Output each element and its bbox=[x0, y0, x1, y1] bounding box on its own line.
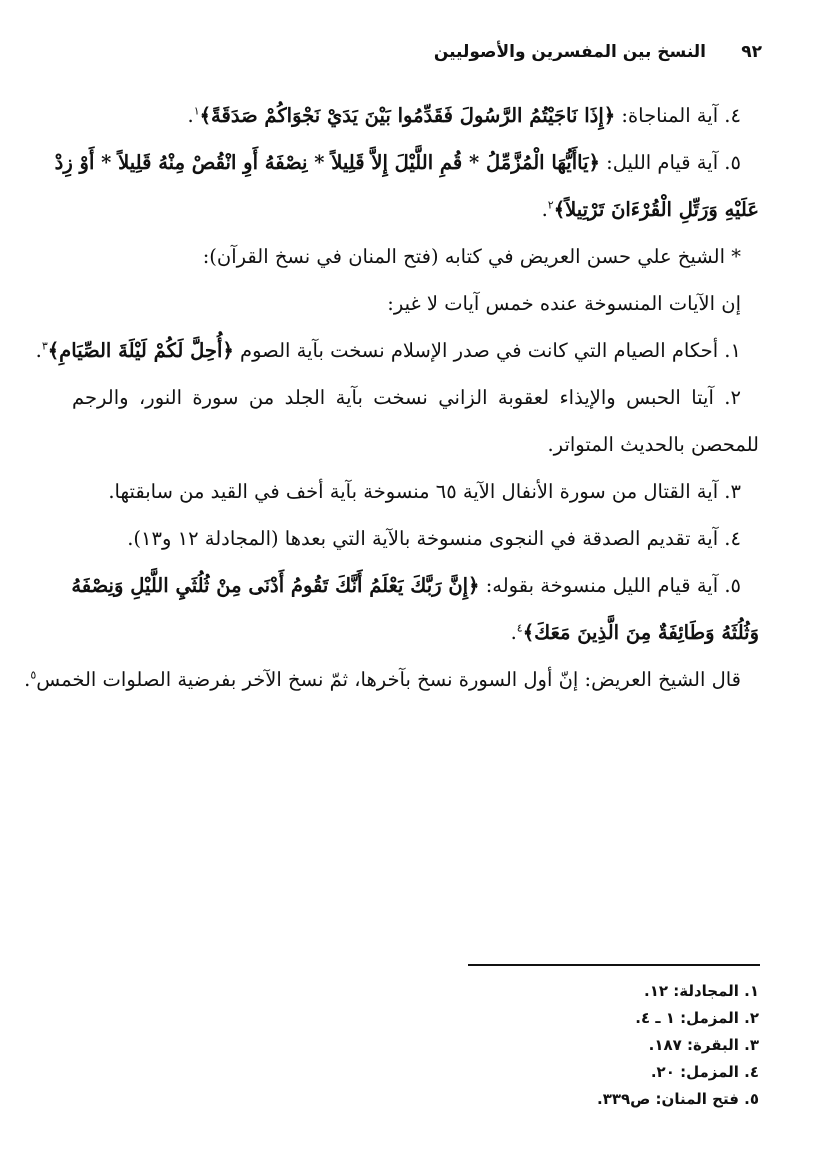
quran-quote: وَثُلُثَهُ وَطَائِفَةٌ مِنَ الَّذِينَ مَعَكَ﴾ bbox=[522, 621, 759, 644]
text-line: * الشيخ علي حسن العريض في كتابه (فتح المنان في نسخ القرآن): bbox=[202, 245, 741, 268]
text-line: قال الشيخ العريض: إنّ أول السورة نسخ بآخرها، ثمّ نسخ الآخر بفرضية الصلوات الخمس$^٥$. bbox=[24, 668, 741, 691]
page-number: ٩٢ bbox=[741, 42, 762, 62]
text-line: عَلَيْهِ وَرَتِّلِ الْقُرْءَانَ تَرْتِيلاً﴾$^٢$. bbox=[541, 198, 759, 221]
footnote-ref: ٤ bbox=[516, 621, 523, 635]
text-line: ٤. آية المناجاة: ﴿إِذَا نَاجَيْتُمُ الرَّسُولَ فَقَدِّمُوا بَيْنَ يَدَيْ نَجْوَاكُمْ صَدَقَةً﴾$^١$. bbox=[187, 104, 741, 127]
quran-quote: ﴿إِذَا نَاجَيْتُمُ الرَّسُولَ فَقَدِّمُوا بَيْنَ يَدَيْ نَجْوَاكُمْ صَدَقَةً﴾ bbox=[199, 104, 616, 127]
footnote: ٥. فتح المنان: ص٣٣٩. bbox=[596, 1090, 759, 1108]
quran-quote: ﴿أُحِلَّ لَكُمْ لَيْلَةَ الصِّيَامِ﴾ bbox=[47, 339, 234, 362]
footnote: ٢. المزمل: ١ ـ ٤. bbox=[635, 1009, 759, 1027]
text-line: ٤. آية تقديم الصدقة في النجوى منسوخة بالآية التي بعدها (المجادلة ١٢ و١٣). bbox=[127, 527, 741, 550]
text-line: ١. أحكام الصيام التي كانت في صدر الإسلام نسخت بآية الصوم ﴿أُحِلَّ لَكُمْ لَيْلَةَ الصِّيَامِ﴾$^٣$. bbox=[35, 339, 741, 362]
quran-quote: ﴿إِنَّ رَبَّكَ يَعْلَمُ أَنَّكَ تَقُومُ أَدْنَى مِنْ ثُلُثَيِ اللَّيْلِ وَنِصْفَهُ bbox=[71, 574, 480, 597]
text-line: إن الآيات المنسوخة عنده خمس آيات لا غير: bbox=[387, 292, 741, 315]
text-line: وَثُلُثَهُ وَطَائِفَةٌ مِنَ الَّذِينَ مَعَكَ﴾$^٤$. bbox=[510, 621, 759, 644]
text-line: ٥. آية قيام الليل: ﴿يَاأَيُّهَا الْمُزَّمِّلُ * قُمِ اللَّيْلَ إِلاَّ قَلِيلاً * نِصْفَهُ أَوِ انْقُصْ مِنْهُ قَلِيلاً * أَوْ زِدْ bbox=[54, 151, 741, 174]
footnote-ref: ٢ bbox=[547, 198, 554, 212]
main-text bbox=[24, 92, 759, 703]
text-line: للمحصن بالحديث المتواتر. bbox=[547, 433, 759, 456]
running-title: النسخ بين المفسرين والأصوليين bbox=[433, 42, 706, 62]
footnote: ٣. البقرة: ١٨٧. bbox=[648, 1036, 759, 1054]
text-line: ٣. آية القتال من سورة الأنفال الآية ٦٥ منسوخة بآية أخف في القيد من سابقتها. bbox=[108, 480, 741, 503]
footnotes bbox=[459, 978, 759, 1113]
footnote-separator bbox=[468, 964, 760, 966]
quran-quote: ﴿يَاأَيُّهَا الْمُزَّمِّلُ * قُمِ اللَّيْلَ إِلاَّ قَلِيلاً * نِصْفَهُ أَوِ انْقُصْ مِنْهُ قَلِيلاً * أَوْ زِدْ bbox=[54, 151, 600, 174]
text-line: ٥. آية قيام الليل منسوخة بقوله: ﴿إِنَّ رَبَّكَ يَعْلَمُ أَنَّكَ تَقُومُ أَدْنَى مِنْ ثُلُثَيِ اللَّيْلِ وَنِصْفَهُ bbox=[71, 574, 741, 597]
footnote-ref: ٣ bbox=[41, 339, 48, 353]
footnote-ref: ١ bbox=[193, 104, 200, 118]
footnote: ١. المجادلة: ١٢. bbox=[643, 982, 759, 1000]
footnote-ref: ٥ bbox=[30, 668, 37, 682]
running-header bbox=[80, 38, 762, 72]
quran-quote: عَلَيْهِ وَرَتِّلِ الْقُرْءَانَ تَرْتِيلاً﴾ bbox=[553, 198, 759, 221]
footnote: ٤. المزمل: ٢٠. bbox=[650, 1063, 759, 1081]
text-line: ٢. آيتا الحبس والإيذاء لعقوبة الزاني نسخت بآية الجلد من سورة النور، والرجم bbox=[72, 386, 741, 409]
